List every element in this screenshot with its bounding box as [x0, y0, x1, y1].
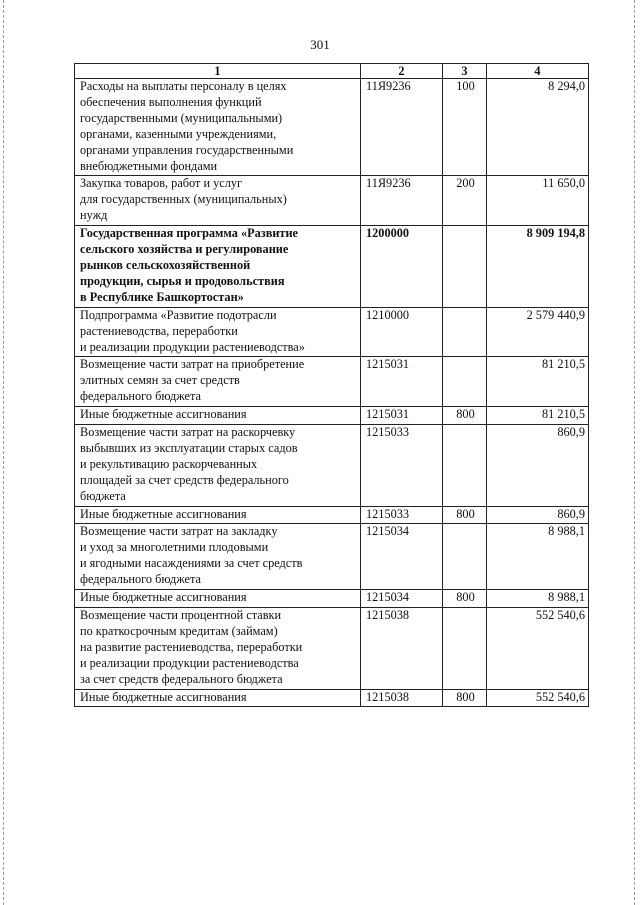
table-row: [75, 307, 589, 357]
expense-type-cell: [443, 307, 487, 357]
amount-cell: 8 909 194,8: [487, 226, 589, 308]
table-row: [75, 79, 589, 176]
table-row: [75, 524, 589, 590]
amount-cell: 2 579 440,9: [487, 307, 589, 357]
table-row: [75, 590, 589, 608]
target-code-cell: 1210000: [361, 307, 443, 357]
target-code-cell: 1215033: [361, 506, 443, 524]
expense-type-cell: [443, 524, 487, 590]
item-name-cell: Расходы на выплаты персоналу в целях обеспечения выполнения функций государственными (муниципальными) органами, казенными учреждениями, органами управления государственными внебюджетными фондами: [75, 79, 361, 176]
page-number: 301: [310, 37, 330, 52]
expense-type-cell: [443, 425, 487, 507]
amount-cell: 8 988,1: [487, 590, 589, 608]
table-body: [75, 79, 589, 707]
table-row: [75, 226, 589, 308]
amount-cell: 552 540,6: [487, 689, 589, 707]
item-name-cell: Государственная программа «Развитие сельского хозяйства и регулирование рынков сельскохозяйственной продукции, сырья и продовольствия в Республике Башкортостан»: [75, 226, 361, 308]
right-scan-edge: [634, 0, 636, 905]
expense-type-cell: 800: [443, 689, 487, 707]
amount-cell: 552 540,6: [487, 608, 589, 690]
expense-type-cell: 800: [443, 407, 487, 425]
column-header-2: 2: [361, 64, 443, 79]
target-code-cell: 1215031: [361, 357, 443, 407]
amount-cell: 81 210,5: [487, 407, 589, 425]
amount-cell: 860,9: [487, 425, 589, 507]
amount-cell: 11 650,0: [487, 176, 589, 226]
target-code-cell: 1215034: [361, 524, 443, 590]
amount-cell: 860,9: [487, 506, 589, 524]
amount-cell: 8 988,1: [487, 524, 589, 590]
table-row: [75, 357, 589, 407]
target-code-cell: 1215038: [361, 689, 443, 707]
amount-cell: 8 294,0: [487, 79, 589, 176]
expense-type-cell: [443, 226, 487, 308]
item-name-cell: Иные бюджетные ассигнования: [75, 590, 361, 608]
amount-cell: 81 210,5: [487, 357, 589, 407]
expense-type-cell: 100: [443, 79, 487, 176]
item-name-cell: Закупка товаров, работ и услуг для государственных (муниципальных) нужд: [75, 176, 361, 226]
item-name-cell: Возмещение части затрат на приобретение элитных семян за счет средств федерального бюджета: [75, 357, 361, 407]
item-name-cell: Иные бюджетные ассигнования: [75, 407, 361, 425]
item-name-cell: Иные бюджетные ассигнования: [75, 506, 361, 524]
expense-type-cell: 800: [443, 506, 487, 524]
table-row: [75, 506, 589, 524]
expense-type-cell: 800: [443, 590, 487, 608]
target-code-cell: 1215031: [361, 407, 443, 425]
expense-type-cell: [443, 357, 487, 407]
target-code-cell: 1215038: [361, 608, 443, 690]
table-row: [75, 608, 589, 690]
target-code-cell: 1200000: [361, 226, 443, 308]
target-code-cell: 1215033: [361, 425, 443, 507]
target-code-cell: 11Я9236: [361, 176, 443, 226]
budget-table: [74, 63, 589, 707]
item-name-cell: Возмещение части процентной ставки по краткосрочным кредитам (займам) на развитие растениеводства, переработки и реализации продукции растениеводства за счет средств федерального бюджета: [75, 608, 361, 690]
item-name-cell: Подпрограмма «Развитие подотрасли растениеводства, переработки и реализации продукции растениеводства»: [75, 307, 361, 357]
left-scan-edge: [3, 0, 5, 905]
expense-type-cell: [443, 608, 487, 690]
table-row: [75, 425, 589, 507]
table-row: [75, 176, 589, 226]
table-row: [75, 407, 589, 425]
target-code-cell: 1215034: [361, 590, 443, 608]
item-name-cell: Возмещение части затрат на закладку и уход за многолетними плодовыми и ягодными насаждениями за счет средств федерального бюджета: [75, 524, 361, 590]
item-name-cell: Возмещение части затрат на раскорчевку выбывших из эксплуатации старых садов и рекультивацию раскорчеванных площадей за счет средств федерального бюджета: [75, 425, 361, 507]
table-row: [75, 689, 589, 707]
column-header-4: 4: [487, 64, 589, 79]
item-name-cell: Иные бюджетные ассигнования: [75, 689, 361, 707]
column-header-1: 1: [75, 64, 361, 79]
target-code-cell: 11Я9236: [361, 79, 443, 176]
column-header-3: 3: [443, 64, 487, 79]
expense-type-cell: 200: [443, 176, 487, 226]
table-header-row: [75, 64, 589, 79]
